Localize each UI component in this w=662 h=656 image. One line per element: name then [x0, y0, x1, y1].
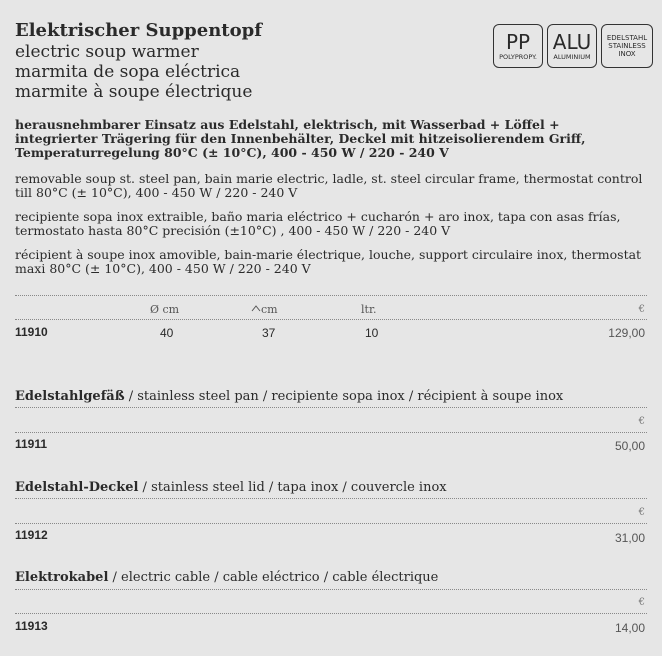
- divider: [15, 613, 647, 614]
- header-diameter: Ø cm: [150, 303, 180, 316]
- header-currency: €: [638, 304, 645, 315]
- description-spanish: recipiente sopa inox extraible, baño maria eléctrico + cucharón + aro inox, tapa con asas frías, termostato hasta 80°C precisión (±10°C) , 400 - 450 W / 220 - 240 V: [15, 209, 621, 238]
- stainless-badge-line1: EDELSTAHL: [606, 34, 648, 42]
- height-arrow-icon: [251, 304, 261, 314]
- description-french: récipient à soupe inox amovible, bain-marie électrique, louche, support circulaire inox, thermostat maxi 80°C (± 10°C), 400 - 450 W / 220 - 240 V: [15, 247, 642, 276]
- product-title-block: [15, 20, 485, 102]
- pp-badge-label: PP: [505, 30, 531, 54]
- accessory-title: [15, 480, 447, 495]
- price: 50,00: [614, 439, 645, 453]
- pp-badge: [493, 24, 543, 68]
- price: 14,00: [614, 621, 645, 635]
- stainless-badge-line2: STAINLESS: [608, 42, 646, 50]
- stainless-badge: [601, 24, 653, 68]
- accessory-title-rest: / electric cable / cable eléctrico / cable électrique: [108, 570, 439, 585]
- accessory-currency: €: [638, 416, 645, 427]
- alu-badge-sub: ALUMINIUM: [553, 53, 591, 61]
- accessory-title-rest: / stainless steel lid / tapa inox / couvercle inox: [138, 480, 447, 495]
- accessory-title-rest: / stainless steel pan / recipiente sopa inox / récipient à soupe inox: [124, 389, 564, 404]
- accessory-title: [15, 389, 563, 404]
- divider: [15, 295, 647, 296]
- pp-badge-sub: POLYPROPY.: [499, 53, 537, 61]
- accessory-title-bold: Elektrokabel: [15, 570, 109, 585]
- item-number: 11911: [15, 437, 48, 451]
- title-german: Elektrischer Suppentopf: [15, 20, 262, 41]
- header-height-label: cm: [261, 303, 278, 316]
- price: 129,00: [608, 326, 645, 340]
- alu-badge: [547, 24, 597, 68]
- alu-badge-label: ALU: [552, 30, 592, 54]
- divider: [15, 432, 647, 433]
- divider: [15, 319, 647, 320]
- item-number: 11910: [15, 325, 48, 339]
- accessory-currency: €: [638, 597, 645, 608]
- header-height: [251, 303, 278, 316]
- accessory-currency: €: [638, 507, 645, 518]
- divider: [15, 407, 647, 408]
- accessory-title: [15, 570, 438, 585]
- divider: [15, 498, 647, 499]
- description-german: herausnehmbarer Einsatz aus Edelstahl, elektrisch, mit Wasserbad + Löffel + integrierter Trägering für den Innenbehälter, Deckel mit hitzeisolierendem Griff, Temperaturregelung 80°C (± 10°C), 400 - 450 W / 220 - 240 V: [15, 117, 586, 160]
- item-number: 11913: [15, 619, 48, 633]
- title-spanish: marmita de sopa eléctrica: [15, 62, 241, 82]
- value-diameter: 40: [160, 326, 174, 340]
- description-english: removable soup st. steel pan, bain marie electric, ladle, st. steel circular frame, thermostat control till 80°C (± 10°C), 400 - 450 W / 220 - 240 V: [15, 171, 643, 200]
- material-badges: [493, 24, 653, 68]
- divider: [15, 523, 647, 524]
- value-height: 37: [262, 326, 276, 340]
- accessory-title-bold: Edelstahl-Deckel: [15, 480, 139, 495]
- item-number: 11912: [15, 528, 48, 542]
- accessory-title-bold: Edelstahlgefäß: [15, 389, 125, 404]
- divider: [15, 589, 647, 590]
- title-english: electric soup warmer: [15, 42, 199, 62]
- stainless-badge-line3: INOX: [618, 50, 636, 58]
- value-volume: 10: [365, 326, 379, 340]
- title-french: marmite à soupe électrique: [15, 82, 253, 102]
- header-volume: ltr.: [361, 303, 377, 316]
- price: 31,00: [614, 531, 645, 545]
